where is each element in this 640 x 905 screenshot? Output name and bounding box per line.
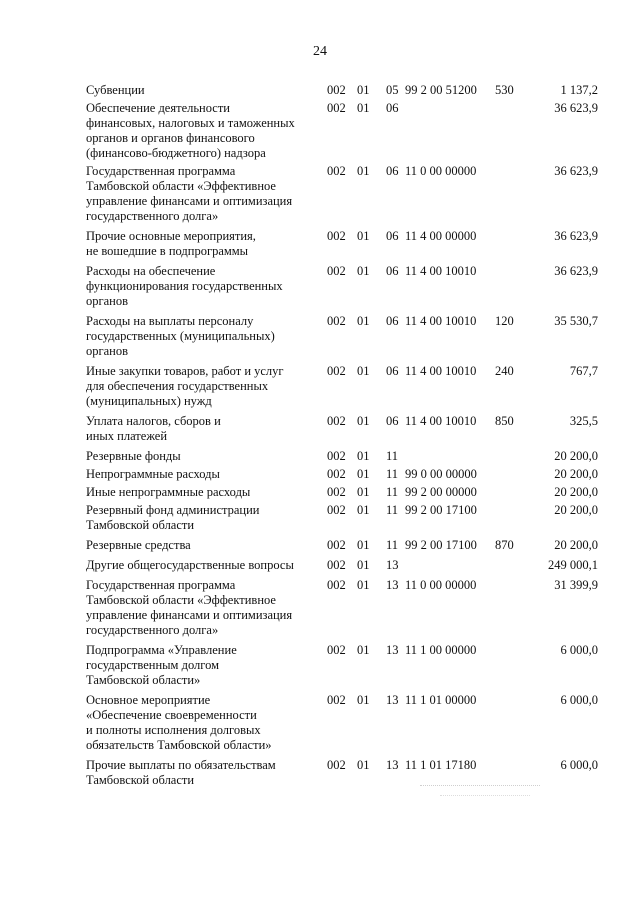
expense-type-code: 850 bbox=[495, 414, 514, 428]
target-item-code: 99 0 00 00000 bbox=[405, 467, 477, 481]
expense-name: Подпрограмма «Управление государственным долгом Тамбовской области» bbox=[86, 643, 237, 687]
target-item-code: 11 4 00 10010 bbox=[405, 264, 477, 278]
section-code: 01 bbox=[357, 467, 370, 481]
ministry-code: 002 bbox=[327, 264, 346, 278]
budget-table bbox=[86, 83, 598, 793]
amount: 36 623,9 bbox=[554, 264, 598, 278]
ministry-code: 002 bbox=[327, 414, 346, 428]
amount: 35 530,7 bbox=[554, 314, 598, 328]
amount: 36 623,9 bbox=[554, 164, 598, 178]
ministry-code: 002 bbox=[327, 229, 346, 243]
expense-type-code: 870 bbox=[495, 538, 514, 552]
ministry-code: 002 bbox=[327, 449, 346, 463]
section-code: 01 bbox=[357, 503, 370, 517]
expense-type-code: 240 bbox=[495, 364, 514, 378]
table-row bbox=[86, 558, 598, 573]
section-code: 01 bbox=[357, 538, 370, 552]
page-number: 24 bbox=[313, 44, 327, 59]
subsection-code: 06 bbox=[386, 101, 399, 115]
target-item-code: 11 1 01 17180 bbox=[405, 758, 477, 772]
subsection-code: 06 bbox=[386, 314, 399, 328]
expense-name: Обеспечение деятельности финансовых, налоговых и таможенных органов и органов финансового (финансово-бюджетного) надзора bbox=[86, 101, 295, 160]
subsection-code: 11 bbox=[386, 467, 399, 481]
target-item-code: 11 1 00 00000 bbox=[405, 643, 477, 657]
table-row bbox=[86, 578, 598, 638]
table-row bbox=[86, 485, 598, 500]
subsection-code: 06 bbox=[386, 264, 399, 278]
ministry-code: 002 bbox=[327, 467, 346, 481]
amount: 20 200,0 bbox=[554, 467, 598, 481]
expense-name: Резервные фонды bbox=[86, 449, 181, 463]
subsection-code: 13 bbox=[386, 693, 399, 707]
expense-name: Иные непрограммные расходы bbox=[86, 485, 251, 499]
table-row bbox=[86, 314, 598, 359]
expense-name: Государственная программа Тамбовской области «Эффективное управление финансами и оптимизация государственного долга» bbox=[86, 578, 293, 637]
ministry-code: 002 bbox=[327, 503, 346, 517]
target-item-code: 99 2 00 00000 bbox=[405, 485, 477, 499]
table-row bbox=[86, 467, 598, 482]
amount: 36 623,9 bbox=[554, 101, 598, 115]
section-code: 01 bbox=[357, 83, 370, 97]
table-row bbox=[86, 758, 598, 788]
expense-type-code: 530 bbox=[495, 83, 514, 97]
subsection-code: 13 bbox=[386, 758, 399, 772]
expense-name: Резервный фонд администрации Тамбовской области bbox=[86, 503, 260, 532]
amount: 6 000,0 bbox=[560, 643, 598, 657]
amount: 325,5 bbox=[569, 414, 598, 428]
section-code: 01 bbox=[357, 364, 370, 378]
subsection-code: 11 bbox=[386, 538, 399, 552]
scan-artifact bbox=[420, 785, 540, 787]
subsection-code: 05 bbox=[386, 83, 399, 97]
subsection-code: 13 bbox=[386, 558, 399, 572]
expense-name: Резервные средства bbox=[86, 538, 191, 552]
target-item-code: 11 4 00 10010 bbox=[405, 314, 477, 328]
table-row bbox=[86, 503, 598, 533]
target-item-code: 11 4 00 00000 bbox=[405, 229, 477, 243]
subsection-code: 11 bbox=[386, 485, 399, 499]
amount: 36 623,9 bbox=[554, 229, 598, 243]
scan-artifact bbox=[440, 795, 530, 797]
target-item-code: 11 0 00 00000 bbox=[405, 164, 477, 178]
section-code: 01 bbox=[357, 693, 370, 707]
subsection-code: 06 bbox=[386, 229, 399, 243]
table-row bbox=[86, 229, 598, 259]
subsection-code: 06 bbox=[386, 164, 399, 178]
expense-name: Основное мероприятие «Обеспечение своевременности и полноты исполнения долговых обязательств Тамбовской области» bbox=[86, 693, 272, 752]
subsection-code: 06 bbox=[386, 414, 399, 428]
table-row bbox=[86, 693, 598, 753]
table-row bbox=[86, 83, 598, 98]
target-item-code: 99 2 00 17100 bbox=[405, 503, 477, 517]
expense-type-code: 120 bbox=[495, 314, 514, 328]
ministry-code: 002 bbox=[327, 578, 346, 592]
ministry-code: 002 bbox=[327, 558, 346, 572]
amount: 20 200,0 bbox=[554, 449, 598, 463]
expense-name: Расходы на выплаты персоналу государственных (муниципальных) органов bbox=[86, 314, 275, 358]
expense-name: Государственная программа Тамбовской области «Эффективное управление финансами и оптимизация государственного долга» bbox=[86, 164, 293, 223]
table-row bbox=[86, 643, 598, 688]
ministry-code: 002 bbox=[327, 83, 346, 97]
subsection-code: 13 bbox=[386, 643, 399, 657]
ministry-code: 002 bbox=[327, 538, 346, 552]
amount: 6 000,0 bbox=[560, 693, 598, 707]
section-code: 01 bbox=[357, 578, 370, 592]
expense-name: Расходы на обеспечение функционирования государственных органов bbox=[86, 264, 283, 308]
table-row bbox=[86, 414, 598, 444]
amount: 31 399,9 bbox=[554, 578, 598, 592]
ministry-code: 002 bbox=[327, 485, 346, 499]
expense-name: Другие общегосударственные вопросы bbox=[86, 558, 294, 572]
table-row bbox=[86, 538, 598, 553]
section-code: 01 bbox=[357, 758, 370, 772]
target-item-code: 11 4 00 10010 bbox=[405, 364, 477, 378]
target-item-code: 11 0 00 00000 bbox=[405, 578, 477, 592]
target-item-code: 99 2 00 51200 bbox=[405, 83, 477, 97]
section-code: 01 bbox=[357, 485, 370, 499]
section-code: 01 bbox=[357, 414, 370, 428]
expense-name: Субвенции bbox=[86, 83, 145, 97]
expense-name: Прочие основные мероприятия, не вошедшие в подпрограммы bbox=[86, 229, 256, 258]
ministry-code: 002 bbox=[327, 164, 346, 178]
expense-name: Уплата налогов, сборов и иных платежей bbox=[86, 414, 221, 443]
section-code: 01 bbox=[357, 229, 370, 243]
section-code: 01 bbox=[357, 643, 370, 657]
target-item-code: 11 1 01 00000 bbox=[405, 693, 477, 707]
section-code: 01 bbox=[357, 449, 370, 463]
table-row bbox=[86, 364, 598, 409]
ministry-code: 002 bbox=[327, 314, 346, 328]
subsection-code: 13 bbox=[386, 578, 399, 592]
subsection-code: 11 bbox=[386, 449, 399, 463]
section-code: 01 bbox=[357, 314, 370, 328]
ministry-code: 002 bbox=[327, 758, 346, 772]
table-row bbox=[86, 449, 598, 464]
section-code: 01 bbox=[357, 558, 370, 572]
expense-name: Иные закупки товаров, работ и услуг для обеспечения государственных (муниципальных) нужд bbox=[86, 364, 284, 408]
section-code: 01 bbox=[357, 101, 370, 115]
section-code: 01 bbox=[357, 164, 370, 178]
expense-name: Непрограммные расходы bbox=[86, 467, 220, 481]
section-code: 01 bbox=[357, 264, 370, 278]
ministry-code: 002 bbox=[327, 101, 346, 115]
table-row bbox=[86, 164, 598, 224]
amount: 20 200,0 bbox=[554, 538, 598, 552]
ministry-code: 002 bbox=[327, 643, 346, 657]
subsection-code: 06 bbox=[386, 364, 399, 378]
table-row bbox=[86, 101, 598, 161]
amount: 1 137,2 bbox=[560, 83, 598, 97]
amount: 249 000,1 bbox=[548, 558, 598, 572]
ministry-code: 002 bbox=[327, 693, 346, 707]
target-item-code: 11 4 00 10010 bbox=[405, 414, 477, 428]
amount: 20 200,0 bbox=[554, 503, 598, 517]
subsection-code: 11 bbox=[386, 503, 399, 517]
ministry-code: 002 bbox=[327, 364, 346, 378]
expense-name: Прочие выплаты по обязательствам Тамбовской области bbox=[86, 758, 276, 787]
amount: 20 200,0 bbox=[554, 485, 598, 499]
amount: 767,7 bbox=[569, 364, 598, 378]
amount: 6 000,0 bbox=[560, 758, 598, 772]
table-row bbox=[86, 264, 598, 309]
target-item-code: 99 2 00 17100 bbox=[405, 538, 477, 552]
